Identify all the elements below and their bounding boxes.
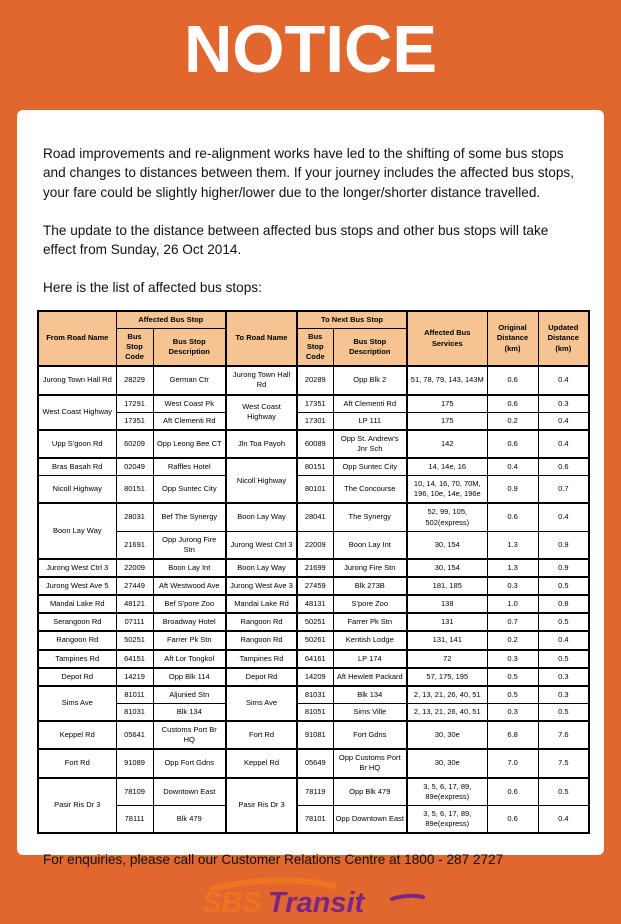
cell-next-bus-stop-code: 14209 [297,668,333,686]
cell-affected-bus-stop-desc: Raffles Hotel [153,458,226,476]
cell-from-road: Fort Rd [38,749,116,777]
cell-from-road: Pasir Ris Dr 3 [38,778,116,834]
cell-affected-bus-stop-desc: Aft Clementi Rd [153,412,226,430]
cell-next-bus-stop-code: 50251 [297,613,333,631]
cell-affected-services: 3, 5, 6, 17, 89, 89e(express) [407,778,487,806]
cell-updated-distance: 0.4 [538,430,589,458]
cell-affected-bus-stop-code: 50251 [116,631,153,649]
cell-next-bus-stop-desc: Fort Gdns [333,721,407,749]
cell-original-distance: 0.5 [487,668,538,686]
cell-affected-bus-stop-desc: Opp Leong Bee CT [153,430,226,458]
cell-affected-bus-stop-code: 28229 [116,366,153,394]
cell-to-road: Fort Rd [226,721,297,749]
cell-to-road: Jurong West Ave 3 [226,577,297,595]
cell-original-distance: 0.7 [487,613,538,631]
cell-to-road: Jln Toa Payoh [226,430,297,458]
header-to-road: To Road Name [226,311,297,367]
cell-updated-distance: 0.6 [538,458,589,476]
cell-affected-bus-stop-code: 17291 [116,395,153,413]
cell-next-bus-stop-code: 05649 [297,749,333,777]
cell-from-road: Jurong Town Hall Rd [38,366,116,394]
cell-next-bus-stop-desc: Opp Customs Port Br HQ [333,749,407,777]
cell-next-bus-stop-code: 64161 [297,650,333,668]
cell-affected-bus-stop-desc: Opp Fort Gdns [153,749,226,777]
sbs-transit-logo [43,877,578,924]
table-row [38,395,589,413]
cell-next-bus-stop-desc: S'pore Zoo [333,595,407,613]
cell-affected-bus-stop-code: 78111 [116,805,153,833]
cell-affected-bus-stop-code: 81011 [116,686,153,704]
cell-to-road: Nicoll Highway [226,458,297,503]
cell-original-distance: 0.3 [487,650,538,668]
cell-updated-distance: 0.3 [538,668,589,686]
cell-original-distance: 0.6 [487,430,538,458]
table-row [38,430,589,458]
cell-affected-bus-stop-desc: Downtown East [153,778,226,806]
cell-updated-distance: 0.8 [538,595,589,613]
cell-affected-services: 138 [407,595,487,613]
cell-original-distance: 0.6 [487,503,538,531]
cell-updated-distance: 0.4 [538,805,589,833]
cell-updated-distance: 0.5 [538,650,589,668]
cell-updated-distance: 0.9 [538,559,589,577]
table-row [38,721,589,749]
table-row [38,650,589,668]
cell-affected-bus-stop-code: 81031 [116,703,153,721]
table-row [38,559,589,577]
cell-affected-bus-stop-code: 91089 [116,749,153,777]
cell-affected-bus-stop-code: 02049 [116,458,153,476]
cell-affected-bus-stop-code: 48121 [116,595,153,613]
table-row [38,613,589,631]
cell-affected-services: 10, 14, 16, 70, 70M, 196, 10e, 14e, 196e [407,476,487,504]
table-row [38,668,589,686]
cell-affected-services: 52, 99, 105, 502(express) [407,503,487,531]
header-to-next-bus-stop-group: To Next Bus Stop [297,311,407,329]
cell-to-road: Boon Lay Way [226,559,297,577]
cell-next-bus-stop-desc: Blk 134 [333,686,407,704]
cell-affected-bus-stop-desc: West Coast Pk [153,395,226,413]
table-row [38,366,589,394]
logo-text-sbs: SBS [201,887,262,920]
cell-updated-distance: 0.5 [538,613,589,631]
cell-to-road: Pasir Ris Dr 3 [226,778,297,834]
cell-to-road: Jurong Town Hall Rd [226,366,297,394]
logo-text-transit: Transit [267,887,364,920]
cell-original-distance: 6.8 [487,721,538,749]
cell-next-bus-stop-desc: Opp St. Andrew's Jnr Sch [333,430,407,458]
cell-next-bus-stop-code: 48131 [297,595,333,613]
header-affected-bus-stop-group: Affected Bus Stop [116,311,226,329]
intro-paragraph-1: Road improvements and re-alignment works have led to the shifting of some bus stops and changes to distances between them. If your journey includes the affected bus stops, your fare could be slightly higher/lower due to the longer/shorter distance travelled. [43,146,574,200]
cell-next-bus-stop-desc: Jurong Fire Stn [333,559,407,577]
cell-affected-bus-stop-desc: Opp Blk 114 [153,668,226,686]
cell-original-distance: 1.3 [487,531,538,559]
cell-affected-services: 72 [407,650,487,668]
cell-affected-services: 3, 5, 6, 17, 89, 89e(express) [407,805,487,833]
sbs-transit-logo-graphic [196,877,426,919]
cell-to-road: Depot Rd [226,668,297,686]
table-row [38,749,589,777]
cell-updated-distance: 0.9 [538,531,589,559]
cell-next-bus-stop-desc: Sims Ville [333,703,407,721]
cell-affected-bus-stop-code: 14219 [116,668,153,686]
intro-paragraph-2: The update to the distance between affected bus stops and other bus stops will take effect from Sunday, 26 Oct 2014. [43,222,549,258]
intro-paragraph-3: Here is the list of affected bus stops: [43,280,262,296]
cell-original-distance: 7.0 [487,749,538,777]
cell-next-bus-stop-desc: Opp Blk 479 [333,778,407,806]
cell-updated-distance: 0.4 [538,366,589,394]
cell-affected-services: 142 [407,430,487,458]
header-original-distance: Original Distance (km) [487,311,538,367]
cell-original-distance: 0.2 [487,412,538,430]
cell-affected-services: 30, 154 [407,531,487,559]
cell-affected-bus-stop-desc: Opp Suntec City [153,476,226,504]
cell-from-road: Bras Basah Rd [38,458,116,476]
cell-updated-distance: 0.5 [538,577,589,595]
cell-from-road: Sims Ave [38,686,116,721]
cell-next-bus-stop-desc: The Synergy [333,503,407,531]
cell-affected-bus-stop-desc: Opp Jurong Fire Stn [153,531,226,559]
cell-from-road: Upp S'goon Rd [38,430,116,458]
cell-next-bus-stop-code: 27459 [297,577,333,595]
cell-updated-distance: 0.3 [538,686,589,704]
cell-affected-bus-stop-code: 78109 [116,778,153,806]
cell-to-road: West Coast Highway [226,395,297,430]
cell-affected-bus-stop-desc: Aljunied Stn [153,686,226,704]
cell-next-bus-stop-code: 17351 [297,395,333,413]
cell-from-road: Keppel Rd [38,721,116,749]
cell-to-road: Boon Lay Way [226,503,297,531]
table-row [38,458,589,476]
cell-affected-services: 51, 78, 79, 143, 143M [407,366,487,394]
cell-original-distance: 0.3 [487,577,538,595]
cell-next-bus-stop-desc: Kentish Lodge [333,631,407,649]
cell-next-bus-stop-code: 60089 [297,430,333,458]
header-bus-stop-desc-2: Bus Stop Description [333,328,407,366]
cell-updated-distance: 7.6 [538,721,589,749]
cell-affected-bus-stop-desc: Blk 479 [153,805,226,833]
cell-affected-bus-stop-code: 22009 [116,559,153,577]
cell-affected-services: 175 [407,395,487,413]
cell-original-distance: 0.3 [487,703,538,721]
table-row [38,412,589,430]
cell-next-bus-stop-code: 81051 [297,703,333,721]
cell-updated-distance: 7.5 [538,749,589,777]
enquiries-line: For enquiries, please call our Customer Relations Centre at 1800 - 287 2727 [43,852,504,868]
cell-next-bus-stop-desc: Farrer Pk Stn [333,613,407,631]
cell-to-road: Jurong West Ctrl 3 [226,531,297,559]
cell-affected-services: 2, 13, 21, 26, 40, 51 [407,703,487,721]
cell-affected-bus-stop-desc: Broadway Hotel [153,613,226,631]
cell-original-distance: 0.5 [487,686,538,704]
header-updated-distance: Updated Distance (km) [538,311,589,367]
table-body [38,366,589,833]
cell-affected-bus-stop-desc: Aft Westwood Ave [153,577,226,595]
cell-next-bus-stop-code: 91081 [297,721,333,749]
cell-next-bus-stop-desc: Boon Lay Int [333,531,407,559]
cell-to-road: Keppel Rd [226,749,297,777]
cell-affected-bus-stop-code: 64151 [116,650,153,668]
cell-affected-bus-stop-code: 28031 [116,503,153,531]
cell-affected-bus-stop-desc: Bef The Synergy [153,503,226,531]
cell-affected-services: 131, 141 [407,631,487,649]
cell-updated-distance: 0.7 [538,476,589,504]
cell-affected-services: 175 [407,412,487,430]
cell-updated-distance: 0.4 [538,503,589,531]
cell-original-distance: 0.2 [487,631,538,649]
affected-bus-stops-table [37,310,590,834]
cell-next-bus-stop-code: 80151 [297,458,333,476]
cell-next-bus-stop-desc: The Concourse [333,476,407,504]
cell-affected-bus-stop-code: 07111 [116,613,153,631]
cell-next-bus-stop-code: 50261 [297,631,333,649]
cell-from-road: Serangoon Rd [38,613,116,631]
cell-affected-bus-stop-code: 21691 [116,531,153,559]
cell-updated-distance: 0.5 [538,778,589,806]
cell-to-road: Sims Ave [226,686,297,721]
cell-updated-distance: 0.4 [538,412,589,430]
cell-affected-bus-stop-desc: Customs Port Br HQ [153,721,226,749]
cell-affected-services: 181, 185 [407,577,487,595]
cell-from-road: Boon Lay Way [38,503,116,559]
cell-affected-services: 57, 175, 195 [407,668,487,686]
cell-affected-bus-stop-desc: Aft Lor Tongkol [153,650,226,668]
cell-next-bus-stop-code: 78119 [297,778,333,806]
cell-affected-bus-stop-code: 17351 [116,412,153,430]
cell-next-bus-stop-desc: Aft Hewlett Packard [333,668,407,686]
cell-affected-services: 2, 13, 21, 26, 40, 51 [407,686,487,704]
page-title: NOTICE [183,12,438,87]
header-affected-services: Affected Bus Services [407,311,487,367]
cell-affected-bus-stop-code: 60209 [116,430,153,458]
cell-original-distance: 0.4 [487,458,538,476]
cell-affected-bus-stop-desc: Blk 134 [153,703,226,721]
cell-next-bus-stop-desc: LP 111 [333,412,407,430]
table-row [38,778,589,806]
cell-affected-bus-stop-code: 27449 [116,577,153,595]
cell-affected-services: 30, 154 [407,559,487,577]
cell-to-road: Rangoon Rd [226,631,297,649]
cell-affected-bus-stop-desc: Boon Lay Int [153,559,226,577]
cell-from-road: West Coast Highway [38,395,116,430]
cell-from-road: Rangoon Rd [38,631,116,649]
cell-next-bus-stop-desc: Aft Clementi Rd [333,395,407,413]
cell-to-road: Tampines Rd [226,650,297,668]
cell-from-road: Jurong West Ctrl 3 [38,559,116,577]
cell-original-distance: 1.0 [487,595,538,613]
cell-affected-bus-stop-code: 05641 [116,721,153,749]
cell-next-bus-stop-code: 21699 [297,559,333,577]
cell-affected-services: 131 [407,613,487,631]
cell-to-road: Mandai Lake Rd [226,595,297,613]
cell-affected-services: 30, 30e [407,749,487,777]
header-bus-stop-code-1: Bus Stop Code [116,328,153,366]
cell-affected-services: 30, 30e [407,721,487,749]
cell-from-road: Nicoll Highway [38,476,116,504]
cell-affected-bus-stop-code: 80151 [116,476,153,504]
table-row [38,805,589,833]
cell-updated-distance: 0.5 [538,703,589,721]
header-bus-stop-desc-1: Bus Stop Description [153,328,226,366]
notice-sheet [17,110,604,920]
cell-original-distance: 0.9 [487,476,538,504]
cell-next-bus-stop-code: 28041 [297,503,333,531]
header-bus-stop-code-2: Bus Stop Code [297,328,333,366]
logo-swoosh-purple [392,896,423,899]
cell-from-road: Tampines Rd [38,650,116,668]
table-row [38,703,589,721]
cell-original-distance: 0.6 [487,805,538,833]
cell-next-bus-stop-code: 80101 [297,476,333,504]
cell-next-bus-stop-desc: Opp Downtown East [333,805,407,833]
cell-next-bus-stop-desc: Opp Blk 2 [333,366,407,394]
cell-from-road: Mandai Lake Rd [38,595,116,613]
cell-from-road: Depot Rd [38,668,116,686]
table-header [38,311,589,367]
cell-next-bus-stop-code: 78101 [297,805,333,833]
cell-original-distance: 0.6 [487,395,538,413]
cell-affected-bus-stop-desc: Bef S'pore Zoo [153,595,226,613]
cell-from-road: Jurong West Ave 5 [38,577,116,595]
cell-affected-bus-stop-desc: Farrer Pk Stn [153,631,226,649]
cell-updated-distance: 0.3 [538,395,589,413]
cell-next-bus-stop-desc: LP 174 [333,650,407,668]
cell-next-bus-stop-desc: Opp Suntec City [333,458,407,476]
table-row [38,503,589,531]
cell-next-bus-stop-desc: Blk 273B [333,577,407,595]
table-row [38,577,589,595]
table-row [38,631,589,649]
cell-next-bus-stop-code: 20289 [297,366,333,394]
table-row [38,595,589,613]
cell-to-road: Rangoon Rd [226,613,297,631]
cell-original-distance: 1.3 [487,559,538,577]
cell-updated-distance: 0.4 [538,631,589,649]
cell-original-distance: 0.6 [487,778,538,806]
cell-original-distance: 0.6 [487,366,538,394]
table-row [38,531,589,559]
intro-text [43,144,578,298]
cell-next-bus-stop-code: 22009 [297,531,333,559]
cell-affected-services: 14, 14e, 16 [407,458,487,476]
header-from-road: From Road Name [38,311,116,367]
cell-next-bus-stop-code: 17301 [297,412,333,430]
table-row [38,476,589,504]
cell-affected-bus-stop-desc: German Ctr [153,366,226,394]
cell-next-bus-stop-code: 81031 [297,686,333,704]
table-row [38,686,589,704]
